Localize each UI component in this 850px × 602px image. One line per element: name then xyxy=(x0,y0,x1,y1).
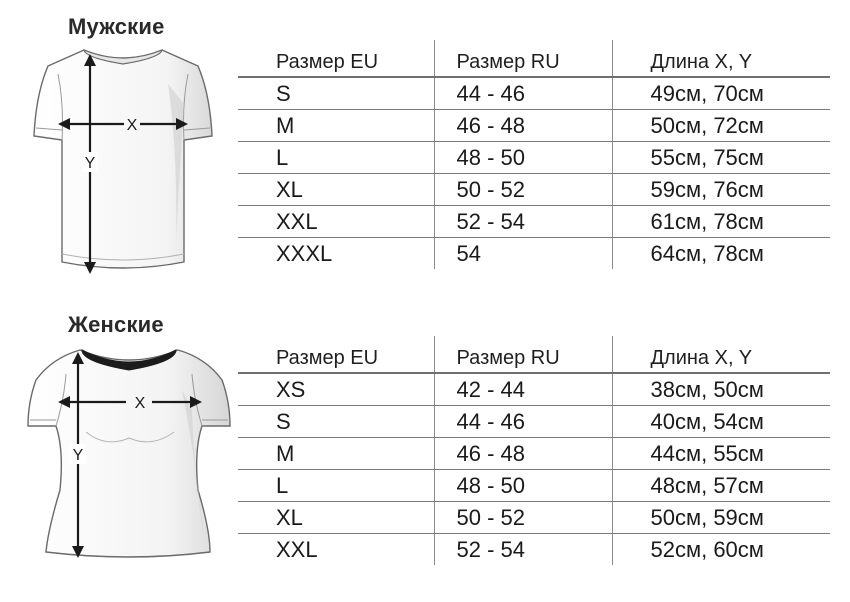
size-ru-cell: 46 - 48 xyxy=(434,438,612,470)
length-cell: 49см, 70см xyxy=(612,77,830,110)
size-eu-cell: XXXL xyxy=(276,240,333,266)
women-table-row xyxy=(238,438,830,470)
women-table-row xyxy=(238,406,830,438)
size-eu-cell: XXL xyxy=(238,206,434,238)
size-eu-cell: XL xyxy=(238,502,434,534)
men-table-row xyxy=(238,238,830,270)
men-table-header-row xyxy=(238,40,830,77)
size-ru-cell: 44 - 46 xyxy=(434,406,612,438)
men-table-row xyxy=(238,110,830,142)
size-ru-cell: 48 - 50 xyxy=(434,470,612,502)
size-eu-cell: M xyxy=(238,438,434,470)
women-x-label: X xyxy=(134,395,146,412)
women-header-size-eu: Размер EU xyxy=(238,336,434,373)
size-ru-cell: 50 - 52 xyxy=(434,502,612,534)
length-cell: 64см, 78см xyxy=(612,238,830,270)
women-section-title: Женские xyxy=(68,312,164,337)
size-eu-cell: S xyxy=(238,77,434,110)
length-cell: 61см, 78см xyxy=(612,206,830,238)
size-eu-cell: L xyxy=(238,470,434,502)
men-header-size-ru: Размер RU xyxy=(434,40,612,77)
length-cell: 48см, 57см xyxy=(612,470,830,502)
length-cell: 52см, 60см xyxy=(612,534,830,566)
length-cell: 44см, 55см xyxy=(612,438,830,470)
women-table-row xyxy=(238,534,830,566)
men-size-table xyxy=(238,40,830,269)
size-ru-cell: 50 - 52 xyxy=(434,174,612,206)
women-tshirt-illustration xyxy=(26,340,232,562)
length-cell: 38см, 50см xyxy=(612,373,830,406)
women-table-row xyxy=(238,470,830,502)
size-ru-cell: 52 - 54 xyxy=(434,206,612,238)
women-header-length: Длина X, Y xyxy=(612,336,830,373)
women-table-header-row xyxy=(238,336,830,373)
men-header-size-eu: Размер EU xyxy=(238,40,434,77)
women-table-row xyxy=(238,502,830,534)
size-ru-cell: 42 - 44 xyxy=(434,373,612,406)
size-ru-cell: 44 - 46 xyxy=(434,77,612,110)
men-table-row xyxy=(238,206,830,238)
length-cell: 50см, 72см xyxy=(612,110,830,142)
men-section xyxy=(0,0,850,300)
men-y-label: Y xyxy=(84,155,96,172)
men-section-title: Мужские xyxy=(68,14,165,39)
men-table-row xyxy=(238,77,830,110)
size-eu-cell: XL xyxy=(238,174,434,206)
size-eu-cell: S xyxy=(238,406,434,438)
women-section xyxy=(0,300,850,602)
size-ru-cell: 52 - 54 xyxy=(434,534,612,566)
men-tshirt-illustration xyxy=(28,44,218,280)
length-cell: 59см, 76см xyxy=(612,174,830,206)
size-ru-cell: 48 - 50 xyxy=(434,142,612,174)
size-ru-cell: 54 xyxy=(434,238,612,270)
women-size-table xyxy=(238,336,830,565)
women-table-row xyxy=(238,373,830,406)
men-header-length: Длина X, Y xyxy=(612,40,830,77)
men-table-row xyxy=(238,174,830,206)
length-cell: 40см, 54см xyxy=(612,406,830,438)
size-ru-cell: 46 - 48 xyxy=(434,110,612,142)
men-table-row xyxy=(238,142,830,174)
men-x-label: X xyxy=(126,117,138,134)
size-eu-cell: L xyxy=(238,142,434,174)
size-eu-cell: M xyxy=(238,110,434,142)
women-header-size-ru: Размер RU xyxy=(434,336,612,373)
size-eu-cell: XXL xyxy=(276,536,318,562)
women-y-label: Y xyxy=(72,447,84,464)
length-cell: 50см, 59см xyxy=(612,502,830,534)
length-cell: 55см, 75см xyxy=(612,142,830,174)
size-eu-cell: XS xyxy=(238,373,434,406)
